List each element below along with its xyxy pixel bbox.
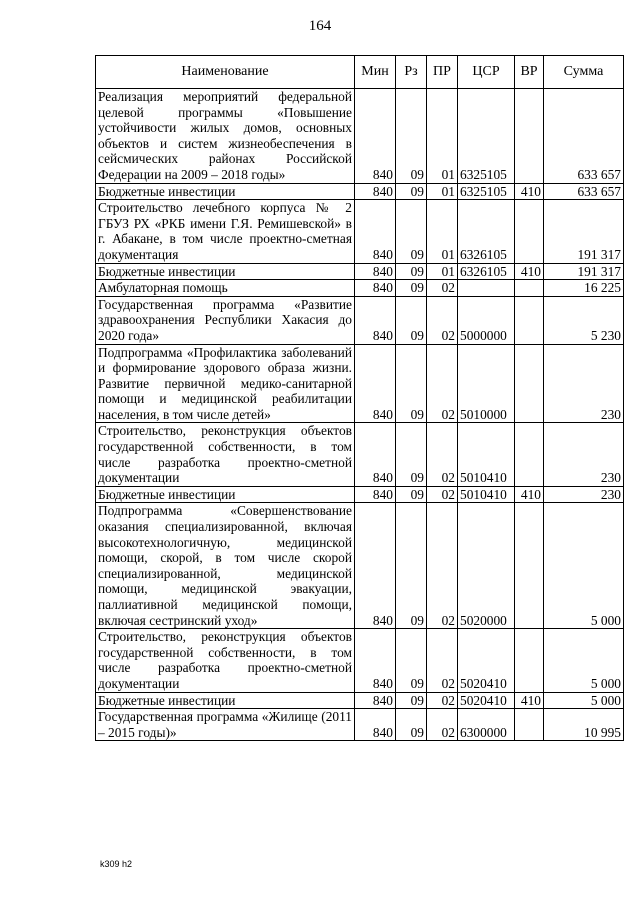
cell-min: 840: [355, 692, 396, 709]
cell-csr: 5020000: [458, 503, 515, 629]
cell-min: 840: [355, 263, 396, 280]
cell-min: 840: [355, 486, 396, 503]
header-sum: Сумма: [544, 56, 624, 89]
table-row: [96, 692, 624, 709]
budget-table: [95, 55, 624, 741]
table-row: [96, 344, 624, 423]
cell-sum: 191 317: [544, 263, 624, 280]
cell-vr: [515, 344, 544, 423]
cell-name: Строительство лечебного корпуса № 2 ГБУЗ РХ «РКБ имени Г.Я. Ремишевской» в г. Абакане, в том числе проектно-сметная документация: [96, 200, 355, 263]
cell-pr: 02: [427, 503, 458, 629]
cell-sum: 16 225: [544, 280, 624, 297]
table-row: [96, 709, 624, 741]
cell-pr: 01: [427, 200, 458, 263]
cell-name: Амбулаторная помощь: [96, 280, 355, 297]
cell-csr: 5020410: [458, 629, 515, 692]
cell-name: Государственная программа «Развитие здравоохранения Республики Хакасия до 2020 года»: [96, 296, 355, 344]
cell-csr: 5010000: [458, 344, 515, 423]
table-row: [96, 200, 624, 263]
cell-csr: 6300000: [458, 709, 515, 741]
table-row: [96, 423, 624, 486]
cell-csr: 5000000: [458, 296, 515, 344]
cell-min: 840: [355, 200, 396, 263]
footer-code: k309 h2: [100, 859, 133, 869]
cell-sum: 10 995: [544, 709, 624, 741]
table-header-row: [96, 56, 624, 89]
table-row: [96, 280, 624, 297]
table-row: [96, 629, 624, 692]
cell-vr: 410: [515, 486, 544, 503]
cell-sum: 5 230: [544, 296, 624, 344]
cell-name: Государственная программа «Жилище (2011 – 2015 годы)»: [96, 709, 355, 741]
header-pr: ПР: [427, 56, 458, 89]
cell-rz: 09: [396, 692, 427, 709]
cell-rz: 09: [396, 89, 427, 184]
cell-pr: 02: [427, 629, 458, 692]
cell-name: Строительство, реконструкция объектов государственной собственности, в том числе разработка проектно-сметной документации: [96, 629, 355, 692]
cell-vr: [515, 89, 544, 184]
cell-name: Подпрограмма «Профилактика заболеваний и формирование здорового образа жизни. Развитие первичной медико-санитарной помощи и медицинской реабилитации населения, в том числе детей»: [96, 344, 355, 423]
cell-sum: 5 000: [544, 692, 624, 709]
cell-pr: 02: [427, 344, 458, 423]
cell-min: 840: [355, 709, 396, 741]
table-row: [96, 263, 624, 280]
cell-rz: 09: [396, 709, 427, 741]
cell-sum: 230: [544, 423, 624, 486]
cell-csr: 5010410: [458, 486, 515, 503]
cell-sum: 191 317: [544, 200, 624, 263]
cell-pr: 02: [427, 486, 458, 503]
cell-vr: [515, 423, 544, 486]
cell-sum: 230: [544, 344, 624, 423]
cell-rz: 09: [396, 183, 427, 200]
cell-min: 840: [355, 280, 396, 297]
cell-csr: 5010410: [458, 423, 515, 486]
cell-rz: 09: [396, 344, 427, 423]
cell-csr: 5020410: [458, 692, 515, 709]
header-name: Наименование: [96, 56, 355, 89]
cell-pr: 01: [427, 263, 458, 280]
cell-rz: 09: [396, 200, 427, 263]
table-row: [96, 183, 624, 200]
cell-rz: 09: [396, 629, 427, 692]
table-row: [96, 89, 624, 184]
cell-rz: 09: [396, 263, 427, 280]
cell-vr: 410: [515, 183, 544, 200]
cell-name: Бюджетные инвестиции: [96, 692, 355, 709]
cell-min: 840: [355, 344, 396, 423]
cell-rz: 09: [396, 423, 427, 486]
cell-vr: [515, 200, 544, 263]
cell-rz: 09: [396, 486, 427, 503]
cell-min: 840: [355, 296, 396, 344]
header-rz: Рз: [396, 56, 427, 89]
cell-sum: 633 657: [544, 89, 624, 184]
cell-sum: 5 000: [544, 629, 624, 692]
table-row: [96, 486, 624, 503]
cell-vr: [515, 280, 544, 297]
cell-min: 840: [355, 423, 396, 486]
cell-rz: 09: [396, 280, 427, 297]
cell-vr: 410: [515, 692, 544, 709]
cell-pr: 02: [427, 296, 458, 344]
table-row: [96, 503, 624, 629]
header-min: Мин: [355, 56, 396, 89]
cell-pr: 02: [427, 709, 458, 741]
cell-csr: 6326105: [458, 263, 515, 280]
cell-pr: 02: [427, 280, 458, 297]
cell-csr: 6325105: [458, 89, 515, 184]
cell-vr: [515, 629, 544, 692]
cell-sum: 633 657: [544, 183, 624, 200]
table-body: [96, 89, 624, 741]
cell-csr: 6326105: [458, 200, 515, 263]
cell-min: 840: [355, 629, 396, 692]
cell-name: Бюджетные инвестиции: [96, 263, 355, 280]
cell-pr: 02: [427, 692, 458, 709]
cell-pr: 01: [427, 89, 458, 184]
cell-vr: [515, 709, 544, 741]
cell-min: 840: [355, 183, 396, 200]
page-number: 164: [308, 18, 332, 34]
cell-sum: 5 000: [544, 503, 624, 629]
cell-min: 840: [355, 503, 396, 629]
cell-rz: 09: [396, 503, 427, 629]
cell-name: Строительство, реконструкция объектов государственной собственности, в том числе разработка проектно-сметной документации: [96, 423, 355, 486]
cell-rz: 09: [396, 296, 427, 344]
cell-name: Бюджетные инвестиции: [96, 183, 355, 200]
cell-csr: 6325105: [458, 183, 515, 200]
cell-vr: [515, 503, 544, 629]
cell-name: Подпрограмма «Совершенствование оказания специализированной, включая высокотехнологичную, медицинской помощи, скорой, в том числе скорой специализированной, медицинской помощи, медицинской эвакуации, паллиативной медицинской помощи, включая сестринский уход»: [96, 503, 355, 629]
cell-pr: 02: [427, 423, 458, 486]
cell-name: Бюджетные инвестиции: [96, 486, 355, 503]
table-row: [96, 296, 624, 344]
cell-vr: [515, 296, 544, 344]
cell-name: Реализация мероприятий федеральной целевой программы «Повышение устойчивости жилых домов, основных объектов и систем жизнеобеспечения в сейсмических районах Российской Федерации на 2009 – 2018 годы»: [96, 89, 355, 184]
header-csr: ЦСР: [458, 56, 515, 89]
header-vr: ВР: [515, 56, 544, 89]
cell-sum: 230: [544, 486, 624, 503]
cell-min: 840: [355, 89, 396, 184]
cell-pr: 01: [427, 183, 458, 200]
cell-csr: [458, 280, 515, 297]
cell-vr: 410: [515, 263, 544, 280]
